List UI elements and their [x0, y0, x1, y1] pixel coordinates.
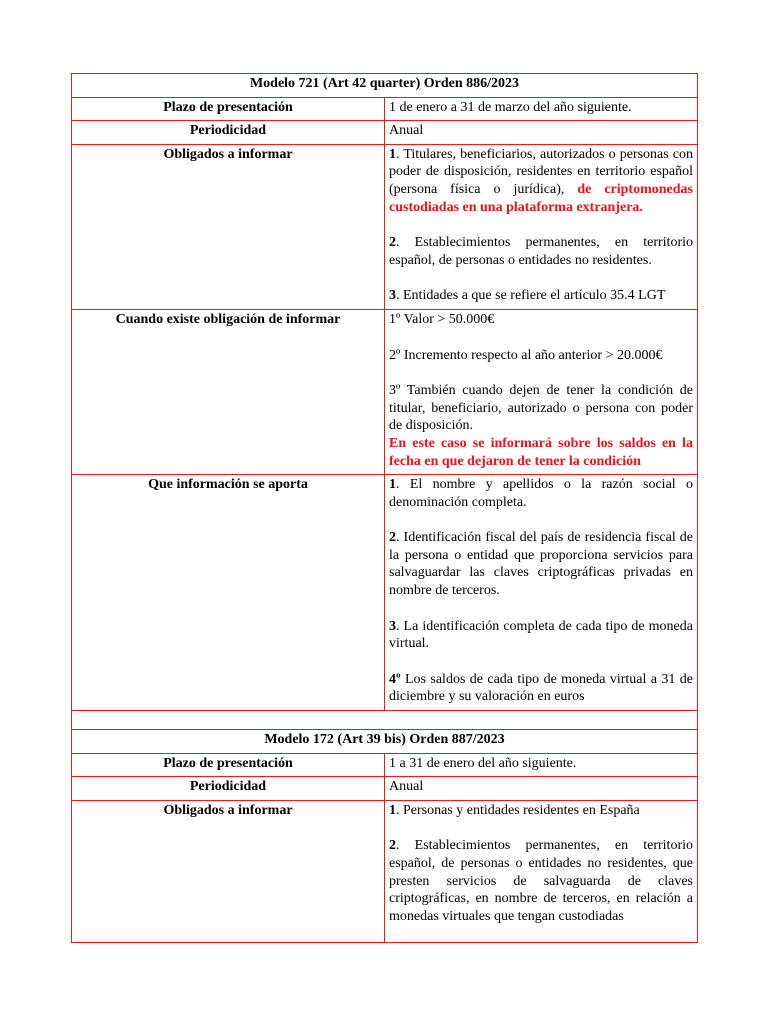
table-row: [72, 97, 698, 121]
cuando-label: Cuando existe obligación de informar: [72, 309, 385, 474]
table-row: [72, 730, 698, 754]
obligados-label: Obligados a informar: [72, 144, 385, 309]
modelo-721-title: Modelo 721 (Art 42 quarter) Orden 886/2023: [72, 74, 698, 98]
obligados-item-1: 1. Titulares, beneficiarios, autorizados o personas con poder de disposición, residentes en territorio español (persona física o jurídica), de criptomonedas custodiadas en una plataforma extranjera.: [389, 146, 693, 215]
plazo-label: Plazo de presentación: [72, 97, 385, 121]
informacion-item-4: 4º Los saldos de cada tipo de moneda virtual a 31 de diciembre y su valoración en euros: [389, 671, 693, 705]
periodicidad-value: Anual: [385, 777, 698, 801]
informacion-item-1: 1. El nombre y apellidos o la razón social o denominación completa.: [389, 477, 693, 510]
plazo-label: Plazo de presentación: [72, 753, 385, 777]
spacer-row: [72, 711, 698, 730]
modelo-172-title: Modelo 172 (Art 39 bis) Orden 887/2023: [72, 730, 698, 754]
obligados-value: [385, 144, 698, 309]
periodicidad-label: Periodicidad: [72, 121, 385, 145]
highlight-text: En este caso se informará sobre los saldos en la fecha en que dejaron de tener la condición: [389, 435, 693, 469]
obligados-item-1: 1. Personas y entidades residentes en España: [389, 802, 640, 818]
table-row: [72, 753, 698, 777]
table-row: [72, 144, 698, 309]
table-row: [72, 309, 698, 474]
obligados-value: [385, 800, 698, 942]
cuando-value: [385, 309, 698, 474]
plazo-value: 1 de enero a 31 de marzo del año siguiente.: [385, 97, 698, 121]
plazo-value: 1 a 31 de enero del año siguiente.: [385, 753, 698, 777]
cuando-item-1: 1º Valor > 50.000€: [389, 311, 495, 327]
table-row: [72, 777, 698, 801]
table-row: [72, 475, 698, 711]
informacion-value: [385, 475, 698, 711]
highlight-text: de criptomonedas custodiadas en una plataforma extranjera.: [389, 181, 693, 215]
obligados-item-3: 3. Entidades a que se refiere el artículo 35.4 LGT: [389, 288, 666, 304]
table-row: [72, 74, 698, 98]
obligados-item-2: 2. Establecimientos permanentes, en territorio español, de personas o entidades no residentes, que presten servicios de salvaguarda de claves criptográficas, en nombre de terceros, en relación a monedas virtuales que tengan custodiadas: [389, 838, 693, 924]
periodicidad-label: Periodicidad: [72, 777, 385, 801]
cuando-item-3: 3º También cuando dejen de tener la condición de titular, beneficiario, autorizado o persona con poder de disposición. En este caso se informará sobre los saldos en la fecha en que dejaron de tener la condición: [389, 383, 693, 469]
cuando-item-2: 2º Incremento respecto al año anterior > 20.000€: [389, 347, 663, 363]
informacion-label: Que información se aporta: [72, 475, 385, 711]
table-row: [72, 121, 698, 145]
informacion-item-2: 2. Identificación fiscal del país de residencia fiscal de la persona o entidad que proporciona servicios para salvaguardar las claves criptográficas privadas en nombre de terceros.: [389, 530, 693, 599]
table-row: [72, 800, 698, 942]
info-table: [71, 73, 698, 943]
obligados-label: Obligados a informar: [72, 800, 385, 942]
obligados-item-2: 2. Establecimientos permanentes, en territorio español, de personas o entidades no residentes.: [389, 235, 693, 268]
periodicidad-value: Anual: [385, 121, 698, 145]
informacion-item-3: 3. La identificación completa de cada tipo de moneda virtual.: [389, 618, 693, 652]
